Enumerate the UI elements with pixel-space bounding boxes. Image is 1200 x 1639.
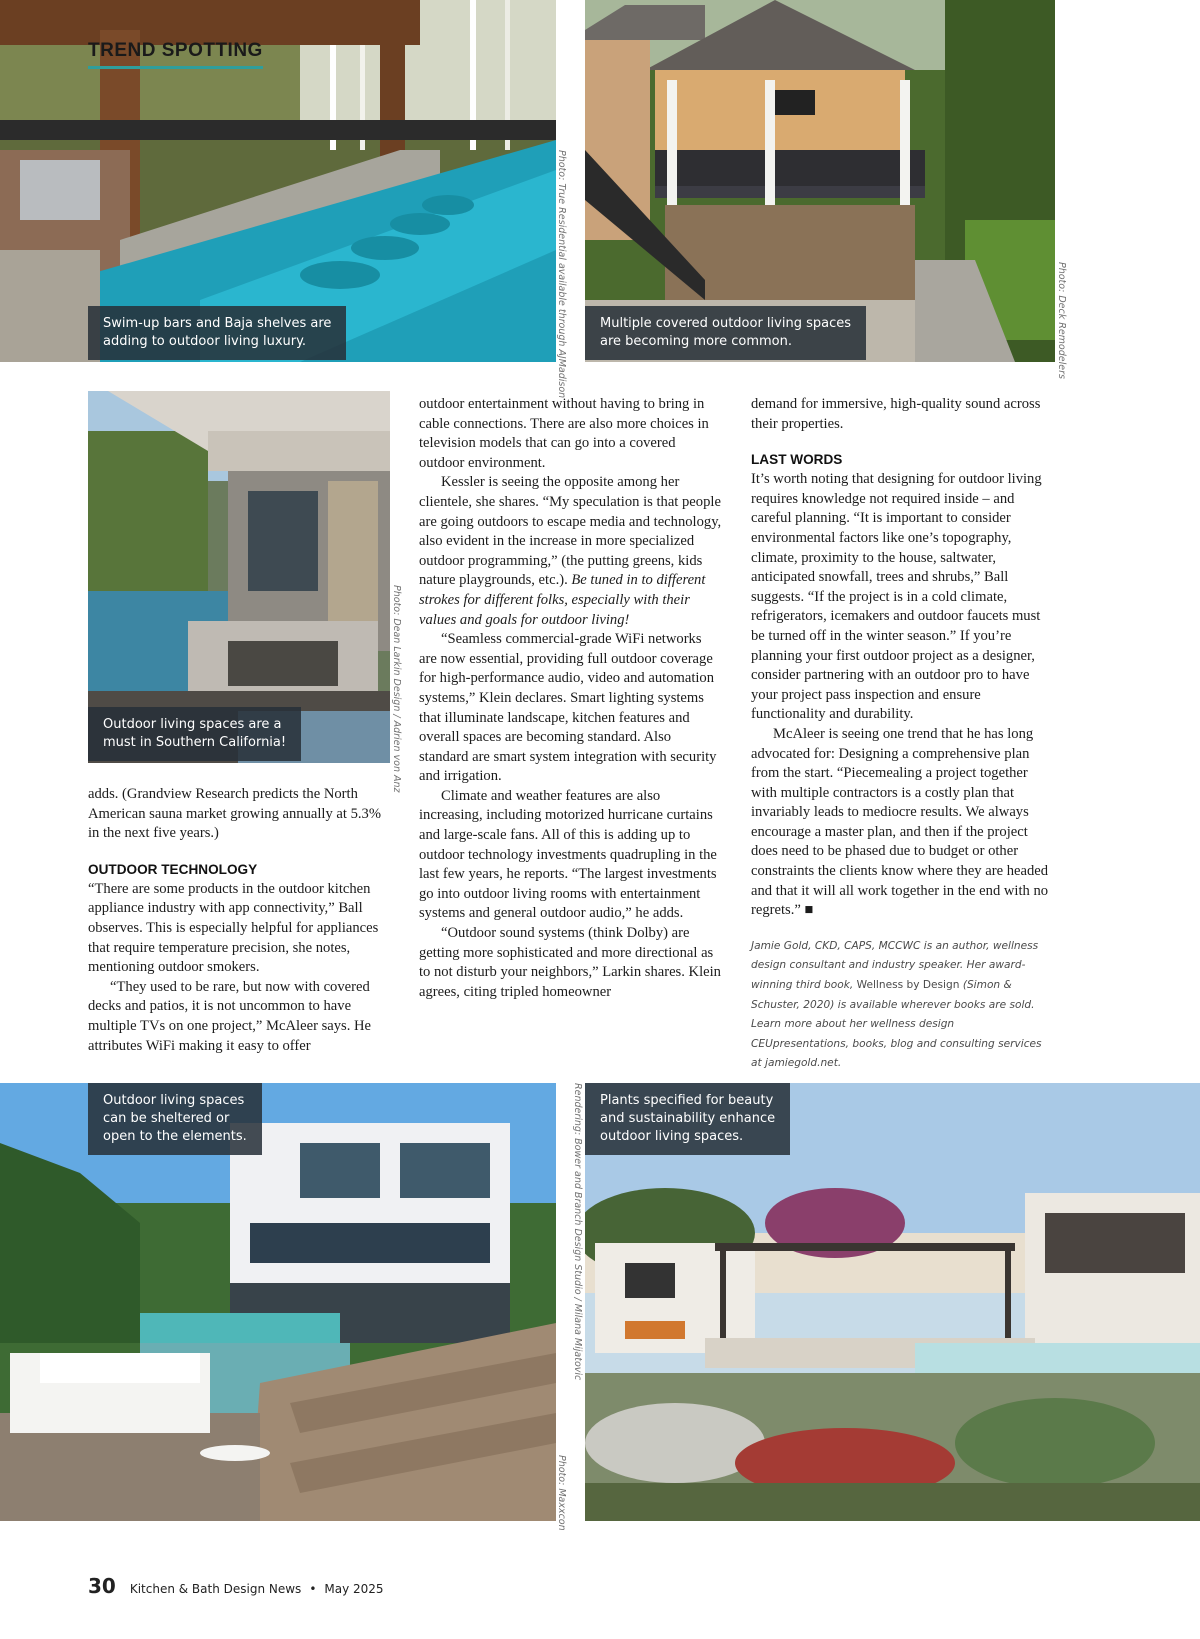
col2-paragraph-5: “Outdoor sound systems (think Dolby) are getting more sophisticated and more directional as to not disturb your neighbors,” Larkin shares. Klein agrees, citing tripled homeowner [419, 925, 721, 1000]
author-bio-text-b: (Simon & Schuster, 2020) is available wherever books are sold. Learn more about her wellness design CEUpresentations, books, blog and consulting services at jamiegold.net. [751, 979, 1042, 1070]
credit-california: Photo: Dean Larkin Design / Adrien von Anz [391, 585, 402, 793]
heading-last-words: LAST WORDS [751, 452, 843, 468]
caption-pool-bar: Swim-up bars and Baja shelves are adding to outdoor living luxury. [88, 306, 346, 360]
page-number: 30 [88, 1574, 116, 1598]
caption-plants: Plants specified for beauty and sustainability enhance outdoor living spaces. [585, 1083, 790, 1155]
article-column-1 [88, 785, 388, 1056]
section-tag: TREND SPOTTING [88, 40, 263, 69]
article-column-2 [419, 395, 722, 1002]
col3-paragraph-1: demand for immersive, high-quality sound across their properties. [751, 396, 1041, 432]
credit-covered-deck: Photo: Deck Remodelers [1056, 262, 1067, 379]
col1-paragraph-1: adds. (Grandview Research predicts the North American sauna market growing annually at 5.3% in the next five years.) [88, 786, 381, 842]
issue-date: May 2025 [324, 1582, 384, 1596]
credit-pool-bar: Photo: True Residential available through AJMadison [556, 150, 567, 399]
author-bio [751, 937, 1055, 1074]
sheltered-illustration [0, 1083, 556, 1521]
col1-paragraph-2: “There are some products in the outdoor kitchen appliance industry with app connectivity,” Ball observes. This is especially helpful for appliances that require temperature precision, she notes, mentioning outdoor smokers. [88, 880, 379, 976]
author-bio-text-a: Jamie Gold, CKD, CAPS, MCCWC is an author, wellness design consultant and industry speaker. Her award-winning third book, [751, 939, 1039, 992]
col2-paragraph-2-text: Kessler is seeing the opposite among her clientele, she shares. “My speculation is that people are going outdoors to escape media and technology, also evident in the increase in more specialized outdoor programming,” (the putting greens, kids nature playgrounds, etc.). [419, 474, 722, 589]
end-mark: ■ [804, 902, 814, 919]
caption-california: Outdoor living spaces are a must in Southern California! [88, 707, 301, 761]
credit-sheltered: Photo: Maxxcon [556, 1455, 567, 1531]
author-bio-book: Wellness by Design [856, 979, 960, 992]
col2-paragraph-2-italic: Be tuned in to different strokes for different folks, especially with their values and goals for outdoor living! [419, 572, 706, 628]
col1-paragraph-3: “They used to be rare, but now with covered decks and patios, it is not uncommon to have multiple TVs on one project,” McAleer says. He attributes WiFi making it easy to offer [88, 978, 372, 1054]
col2-paragraph-3: “Seamless commercial-grade WiFi networks are now essential, providing full outdoor coverage for high-performance audio, video and automation systems,” Klein declares. Smart lighting systems that illuminate landscape, kitchen features and overall spaces are becoming standard. Also standard are smart system integration with security and irrigation. [419, 631, 717, 785]
col2-paragraph-4: Climate and weather features are also increasing, including motorized hurricane curtains and large-scale fans. All of this is adding up to outdoor technology investments quadrupling in the last few years, he reports. “The largest investments go into outdoor living rooms with entertainment systems and general outdoor audio,” he adds. [419, 787, 717, 922]
publication-name: Kitchen & Bath Design News [129, 1582, 302, 1596]
article-column-3 [751, 395, 1055, 1074]
caption-covered-deck: Multiple covered outdoor living spaces are becoming more common. [585, 306, 866, 360]
col2-paragraph-1: outdoor entertainment without having to bring in cable connections. There are also more choices in television models that can go into a covered outdoor environment. [419, 396, 709, 471]
footer-separator: • [309, 1582, 317, 1596]
page-footer [88, 1574, 384, 1598]
col3-paragraph-2: It’s worth noting that designing for outdoor living requires knowledge not required inside – and careful planning. “It is important to consider environmental factors like one’s topography, climate, proximity to the house, saltwater, anticipated snowfall, trees and shrubs,” Ball suggests. “If the project is in a cold climate, refrigerators, icemakers and outdoor faucets must be turned off in the winter season.” If you’re planning your first outdoor project as a designer, consider partnering with an outdoor pro to have your project pass inspection and ensure functionality and durability. [751, 471, 1042, 723]
credit-plants: Rendering: Bower and Branch Design Studio / Milana Mijatovic [572, 1083, 583, 1381]
photo-sheltered [0, 1083, 556, 1521]
heading-outdoor-technology: OUTDOOR TECHNOLOGY [88, 861, 258, 877]
caption-sheltered: Outdoor living spaces can be sheltered or open to the elements. [88, 1083, 262, 1155]
col2-paragraph-2 [419, 473, 722, 630]
col3-paragraph-3 [751, 725, 1055, 921]
col3-paragraph-3-text: McAleer is seeing one trend that he has long advocated for: Designing a comprehensive plan from the start. “Piecemealing a project together with multiple contractors is a costly plan that invariably leads to mediocre results. We always encourage a master plan, and then if the project does need to be phased due to budget or other constraints the clients know where they are headed and that it will all work together in the end with no regrets.” [751, 725, 1049, 919]
